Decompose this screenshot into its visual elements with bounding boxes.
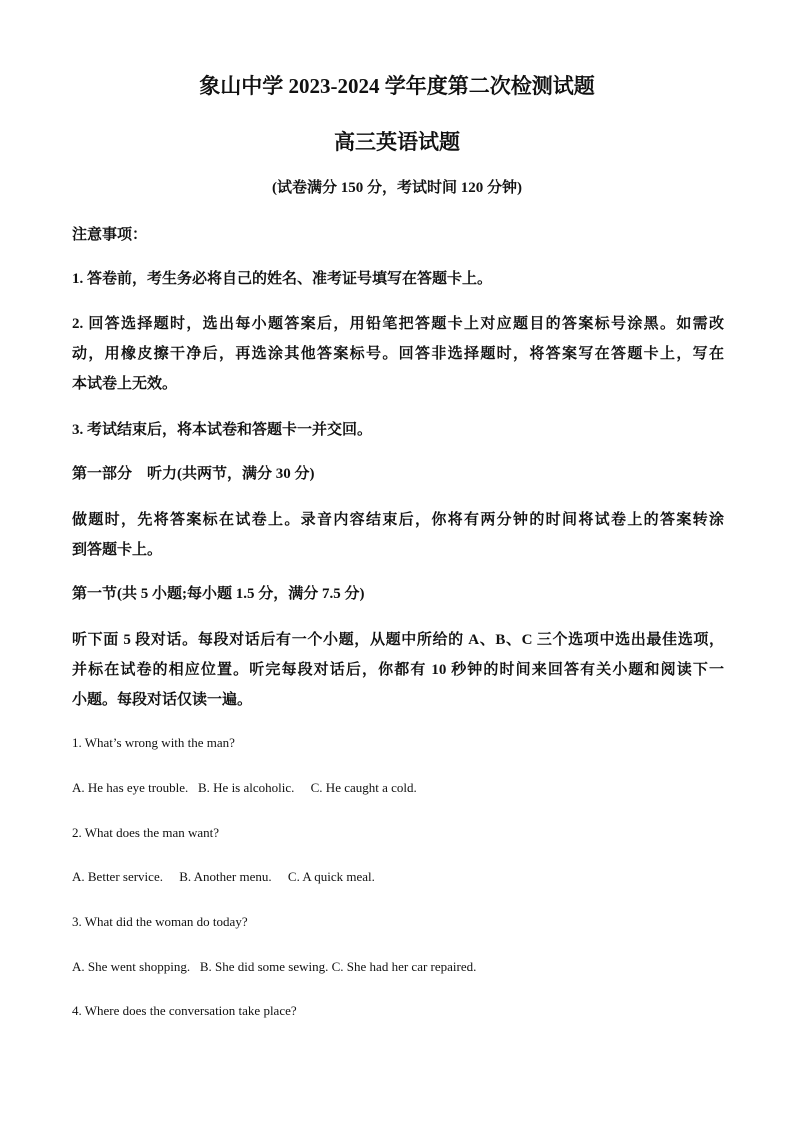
note-item-3: 3. 考试结束后，将本试卷和答题卡一并交回。	[72, 422, 373, 438]
section1-instruction-line-1: 听下面 5 段对话。每段对话后有一个小题，从题中所给的 A、B、C 三个选项中选出最佳选项，	[72, 632, 724, 648]
question-4: 4. Where does the conversation take place?	[72, 1003, 297, 1018]
note-item-2-line-2: 动，用橡皮擦干净后，再选涂其他答案标号。回答非选择题时，将答案写在答题卡上，写在	[72, 346, 724, 362]
exam-subtitle: 高三英语试题	[334, 130, 460, 154]
question-2-options: A. Better service. B. Another menu. C. A quick meal.	[72, 869, 375, 884]
question-1: 1. What’s wrong with the man?	[72, 735, 235, 750]
part1-heading: 第一部分 听力(共两节，满分 30 分)	[72, 466, 315, 482]
note-item-1: 1. 答卷前，考生务必将自己的姓名、准考证号填写在答题卡上。	[72, 271, 493, 287]
note-item-2-line-3: 本试卷上无效。	[72, 376, 178, 392]
section1-instruction-line-2: 并标在试卷的相应位置。听完每段对话后，你都有 10 秒钟的时间来回答有关小题和阅读下一	[72, 662, 724, 678]
part1-instruction-line-2: 到答题卡上。	[72, 542, 163, 558]
note-item-2-line-1: 2. 回答选择题时，选出每小题答案后，用铅笔把答题卡上对应题目的答案标号涂黑。如需改	[72, 316, 724, 332]
exam-info: (试卷满分 150 分，考试时间 120 分钟)	[272, 180, 522, 196]
exam-title: 象山中学 2023-2024 学年度第二次检测试题	[199, 74, 595, 98]
section1-heading: 第一节(共 5 小题;每小题 1.5 分，满分 7.5 分)	[72, 586, 365, 602]
question-3-options: A. She went shopping. B. She did some sewing. C. She had her car repaired.	[72, 959, 477, 974]
question-2: 2. What does the man want?	[72, 825, 220, 840]
section1-instruction-line-3: 小题。每段对话仅读一遍。	[72, 692, 253, 708]
question-3: 3. What did the woman do today?	[72, 914, 248, 929]
notes-heading: 注意事项：	[72, 227, 148, 243]
question-1-options: A. He has eye trouble. B. He is alcoholic. C. He caught a cold.	[72, 780, 417, 795]
part1-instruction-line-1: 做题时，先将答案标在试卷上。录音内容结束后，你将有两分钟的时间将试卷上的答案转涂	[72, 512, 724, 528]
